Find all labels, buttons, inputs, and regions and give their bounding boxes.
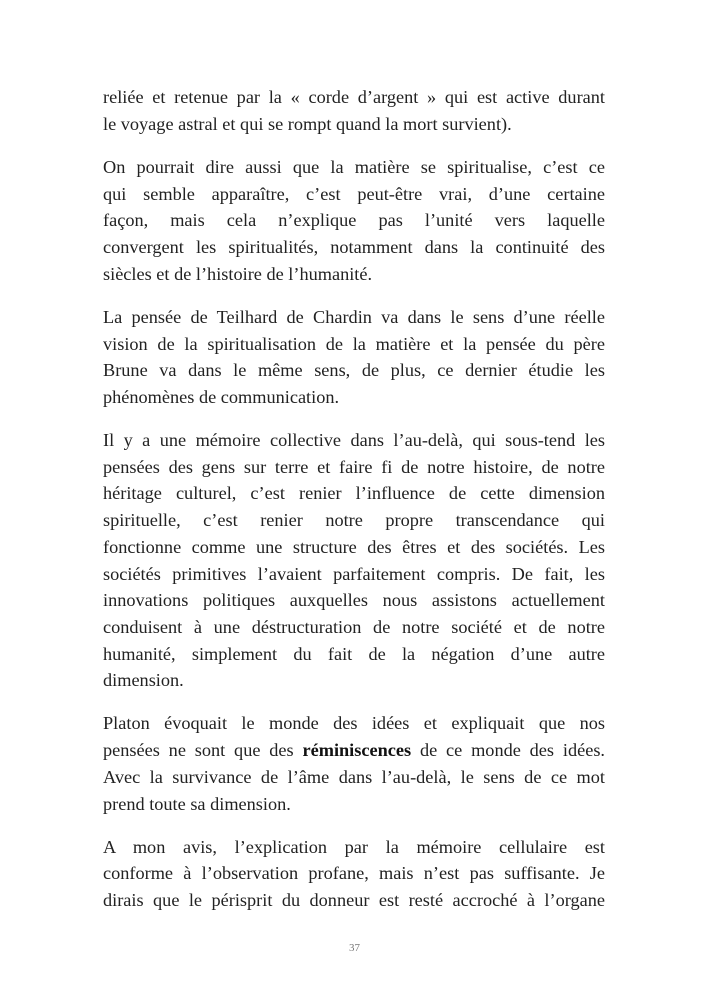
text-line: reliée et retenue par la « corde d’argent » qui est active durant [103,87,605,107]
paragraph [103,834,605,914]
text-line: pensées ne sont que des réminiscences de ce monde des idées. [103,740,605,761]
text-line: On pourrait dire aussi que la matière se spiritualise, c’est ce [103,156,605,177]
paragraph [103,154,605,287]
paragraph [103,710,605,817]
text-line: La pensée de Teilhard de Chardin va dans le sens d’une réelle [103,306,605,327]
page-number: 37 [349,942,360,954]
paragraph [103,427,605,694]
text-line: dimension. [103,670,184,691]
text-line: spirituelle, c’est renier notre propre transcendance qui [103,510,605,531]
text-line: vision de la spiritualisation de la matière et la pensée du père [103,333,605,354]
text-line: humanité, simplement du fait de la négation d’une autre [103,643,605,664]
text-line: le voyage astral et qui se rompt quand la mort survient). [103,113,512,134]
text-line: phénomènes de communication. [103,386,340,407]
paragraph [103,304,605,411]
text-line: conduisent à une déstructuration de notre société et de notre [103,616,605,637]
text-line: conforme à l’observation profane, mais n’est pas suffisante. Je [103,863,605,884]
text-line: Brune va dans le même sens, de plus, ce dernier étudie les [103,360,605,381]
text-line: A mon avis, l’explication par la mémoire cellulaire est [103,836,605,857]
text-line: façon, mais cela n’explique pas l’unité vers laquelle [103,210,605,231]
text-line: Il y a une mémoire collective dans l’au-delà, qui sous-tend les [103,430,605,451]
text-line: qui semble apparaître, c’est peut-être vrai, d’une certaine [103,183,605,204]
text-line: prend toute sa dimension. [103,793,291,814]
text-line: fonctionne comme une structure des êtres et des sociétés. Les [103,536,605,557]
bold-term: réminiscences [302,740,412,761]
text-line: pensées des gens sur terre et faire fi de notre histoire, de notre [103,456,605,477]
text-line: siècles et de l’histoire de l’humanité. [103,263,373,284]
text-line: dirais que le périsprit du donneur est resté accroché à l’organe [103,890,605,911]
paragraph [103,84,605,137]
text-line: héritage culturel, c’est renier l’influence de cette dimension [103,483,605,504]
text-line: innovations politiques auxquelles nous assistons actuellement [103,590,605,611]
text-line: Platon évoquait le monde des idées et expliquait que nos [103,713,605,734]
body-text [103,84,605,930]
text-line: Avec la survivance de l’âme dans l’au-delà, le sens de ce mot [103,766,605,787]
text-line: convergent les spiritualités, notamment dans la continuité des [103,236,605,257]
text-line: sociétés primitives l’avaient parfaitement compris. De fait, les [103,563,605,584]
